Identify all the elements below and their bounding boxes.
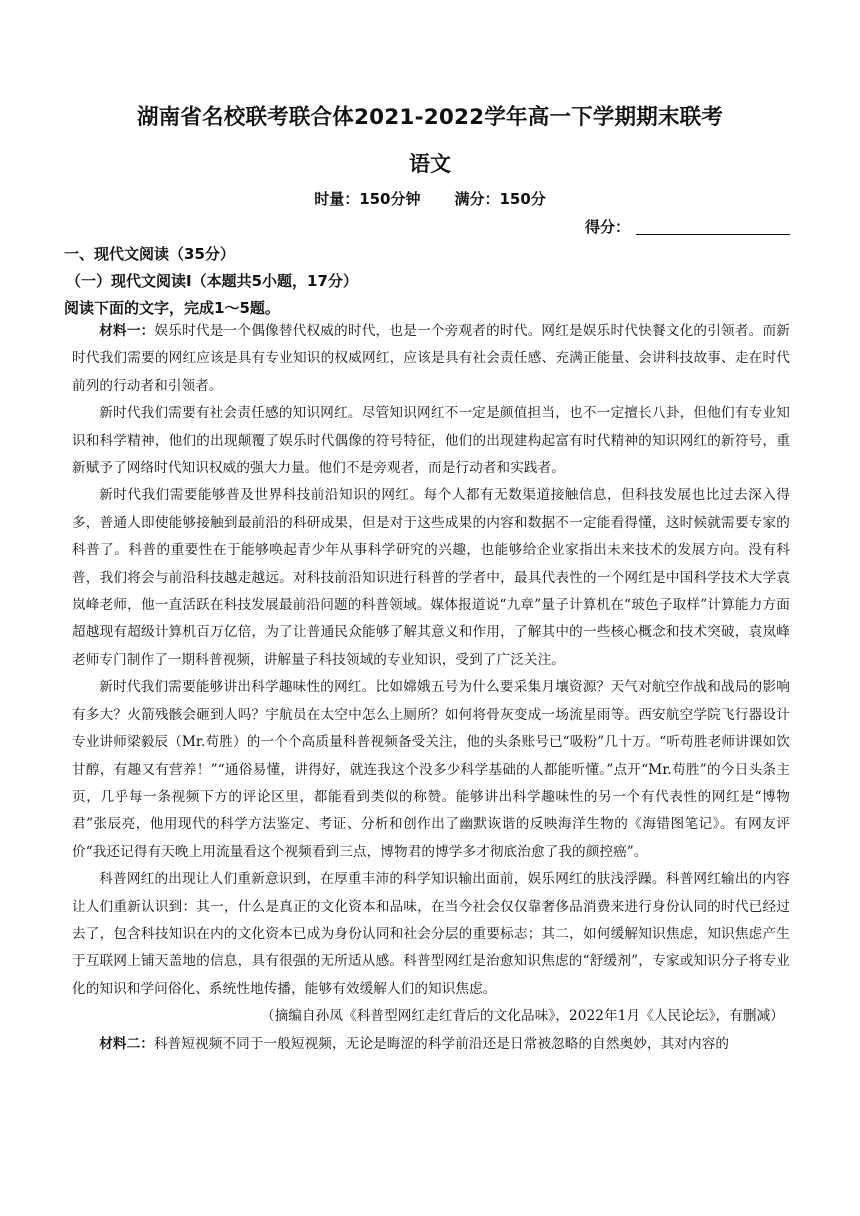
material1-source: （摘编自孙凤《科普型网红走红背后的文化品味》，2022年1月《人民论坛》，有删减）: [260, 1008, 784, 1025]
material1-paragraph-3: 新时代我们需要能够普及世界科技前沿知识的网红。每个人都有无数渠道接触信息，但科技发展也比过去深入得多，普通人即使能够接触到最前沿的科研成果，但是对于这些成果的内容和数据不一定能看得懂，这时候就需要专家的科普了。科普的重要性在于能够唤起青少年从事科学研究的兴趣，也能够给企业家指出未来技术的发展方向。没有科普，我们将会与前沿科技越走越远。对科技前沿知识进行科普的学者中，最具代表性的一个网红是中国科学技术大学袁岚峰老师，他一直活跃在科技发展最前沿问题的科普领域。媒体报道说“九章”量子计算机在“玻色子取样”计算能力方面超越现有超级计算机百万亿倍，为了让普通民众能够了解其意义和作用，了解其中的一些核心概念和技术突破，袁岚峰老师专门制作了一期科普视频，讲解量子科技领域的专业知识，受到了广泛关注。: [72, 487, 790, 668]
material1-paragraph-4: 新时代我们需要能够讲出科学趣味性的网红。比如嫦娥五号为什么要采集月壤资源？天气对航空作战和战局的影响有多大？火箭残骸会砸到人吗？宇航员在太空中怎么上厕所？如何将骨灰变成一场流星雨等。西安航空学院飞行器设计专业讲师梁毅辰（Mr.苟胜）的一个个高质量科普视频备受关注，他的头条账号已“吸粉”几十万。“听苟胜老师讲课如饮甘醇，有趣又有营养！”“通俗易懂，讲得好，就连我这个没多少科学基础的人都能听懂。”点开“Mr.苟胜”的今日头条主页，几乎每一条视频下方的评论区里，都能看到类似的称赞。能够讲出科学趣味性的另一个有代表性的网红是“博物君”张辰亮，他用现代的科学方法鉴定、考证、分析和创作出了幽默诙谐的反映海洋生物的《海错图笔记》。有网友评价“我还记得有天晚上用流量看这个视频看到三点，博物君的博学多才彻底治愈了我的颜控癌”。: [72, 679, 790, 860]
reading-passage: [72, 318, 790, 1058]
full-score: 满分：150分: [454, 190, 546, 208]
section-heading-reading1: （一）现代文阅读Ⅰ（本题共5小题，17分）: [66, 272, 358, 290]
subject-title: 语文: [409, 152, 451, 176]
material1-label: 材料一：: [99, 323, 155, 339]
section-heading-part1: 一、现代文阅读（35分）: [64, 245, 235, 263]
material1-paragraph-1: 材料一：娱乐时代是一个偶像替代权威的时代，也是一个旁观者的时代。网红是娱乐时代快餐文化的引领者。而新时代我们需要的网红应该是具有专业知识的权威网红，应该是具有社会责任感、充满正能量、会讲科技故事、走在时代前列的行动者和引领者。: [72, 323, 790, 394]
material1-paragraph-5: 科普网红的出现让人们重新意识到，在厚重丰沛的科学知识输出面前，娱乐网红的肤浅浮躁。科普网红输出的内容让人们重新认识到：其一，什么是真正的文化资本和品味，在当今社会仅仅靠奢侈品消费来进行身份认同的时代已经过去了，包含科技知识在内的文化资本已成为身份认同和社会分层的重要标志；其二，如何缓解知识焦虑，知识焦虑产生于互联网上铺天盖地的信息，具有很强的无所适从感。科普型网红是治愈知识焦虑的“舒缓剂”，专家或知识分子将专业化的知识和学问俗化、系统性地传播，能够有效缓解人们的知识焦虑。: [72, 871, 790, 997]
material2-paragraph-1: 材料二：科普短视频不同于一般短视频，无论是晦涩的科学前沿还是日常被忽略的自然奥妙，其对内容的: [99, 1035, 730, 1052]
score-blank-line[interactable]: [636, 220, 790, 235]
score-field: [585, 216, 790, 237]
reading-instruction: 阅读下面的文字，完成1～5题。: [64, 299, 280, 317]
exam-meta: [0, 188, 860, 209]
material2-label: 材料二：: [99, 1035, 154, 1052]
time-limit: 时量：150分钟: [314, 190, 421, 208]
material1-paragraph-2: 新时代我们需要有社会责任感的知识网红。尽管知识网红不一定是颜值担当，也不一定擅长八卦，但他们有专业知识和科学精神，他们的出现颠覆了娱乐时代偶像的符号特征，他们的出现建构起富有时代精神的知识网红的新符号，重新赋予了网络时代知识权威的强大力量。他们不是旁观者，而是行动者和实践者。: [72, 405, 790, 477]
score-label: 得分：: [584, 218, 630, 236]
exam-title: 湖南省名校联考联合体2021-2022学年高一下学期期末联考: [136, 105, 724, 130]
